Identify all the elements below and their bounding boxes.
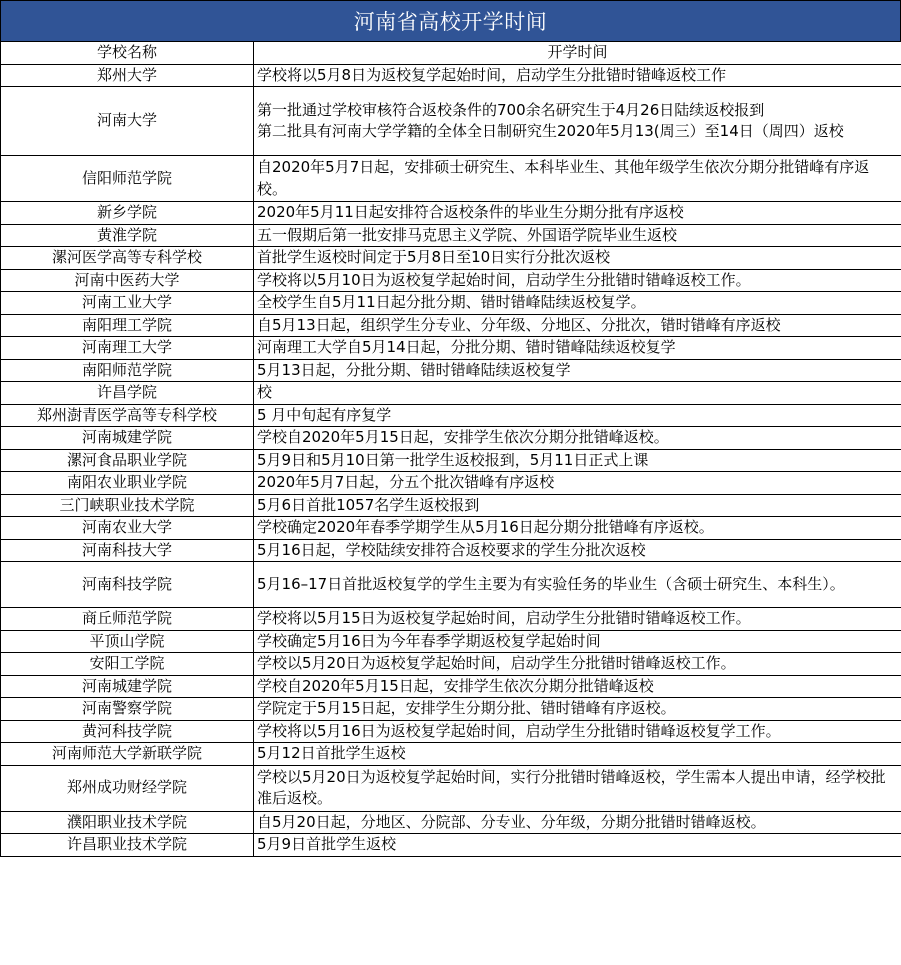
opening-time-cell: 学校自2020年5月15日起，安排学生依次分期分批错峰返校。 (254, 427, 901, 450)
opening-time-cell: 学院定于5月15日起，安排学生分期分批、错时错峰有序返校。 (254, 698, 901, 721)
school-name-cell: 河南城建学院 (1, 427, 254, 450)
school-name-cell: 信阳师范学院 (1, 156, 254, 202)
opening-time-cell: 5月16–17日首批返校复学的学生主要为有实验任务的毕业生（含硕士研究生、本科生）。 (254, 562, 901, 608)
opening-time-cell: 五一假期后第一批安排马克思主义学院、外国语学院毕业生返校 (254, 224, 901, 247)
opening-time-cell: 河南理工大学自5月14日起，分批分期、错时错峰陆续返校复学 (254, 337, 901, 360)
table-row (1, 608, 901, 631)
school-name-cell: 漯河医学高等专科学校 (1, 247, 254, 270)
table-row (1, 224, 901, 247)
school-name-cell: 安阳工学院 (1, 653, 254, 676)
table-row (1, 269, 901, 292)
opening-time-cell: 5月13日起，分批分期、错时错峰陆续返校复学 (254, 359, 901, 382)
opening-time-cell: 首批学生返校时间定于5月8日至10日实行分批次返校 (254, 247, 901, 270)
table-row (1, 517, 901, 540)
school-name-cell: 河南科技学院 (1, 562, 254, 608)
school-name-cell: 南阳师范学院 (1, 359, 254, 382)
opening-time-cell: 学校将以5月16日为返校复学起始时间，启动学生分批错时错峰返校复学工作。 (254, 720, 901, 743)
page-title: 河南省高校开学时间 (0, 0, 901, 41)
school-name-cell: 漯河食品职业学院 (1, 449, 254, 472)
opening-time-cell: 学校确定2020年春季学期学生从5月16日起分期分批错峰有序返校。 (254, 517, 901, 540)
opening-time-cell: 5月9日和5月10日第一批学生返校报到，5月11日正式上课 (254, 449, 901, 472)
school-name-cell: 河南工业大学 (1, 292, 254, 315)
school-name-cell: 郑州澍青医学高等专科学校 (1, 404, 254, 427)
table-row (1, 156, 901, 202)
table-row (1, 314, 901, 337)
school-name-cell: 商丘师范学院 (1, 608, 254, 631)
school-name-cell: 郑州成功财经学院 (1, 765, 254, 811)
school-name-cell: 河南师范大学新联学院 (1, 743, 254, 766)
school-name-cell: 河南城建学院 (1, 675, 254, 698)
table-row (1, 359, 901, 382)
opening-time-cell: 5月16日起，学校陆续安排符合返校要求的学生分批次返校 (254, 539, 901, 562)
opening-time-cell: 5月6日首批1057名学生返校报到 (254, 494, 901, 517)
school-name-cell: 三门峡职业技术学院 (1, 494, 254, 517)
opening-time-cell: 学校以5月20日为返校复学起始时间，启动学生分批错时错峰返校工作。 (254, 653, 901, 676)
table-row (1, 539, 901, 562)
school-name-cell: 河南大学 (1, 87, 254, 156)
school-name-cell: 黄河科技学院 (1, 720, 254, 743)
table-row (1, 630, 901, 653)
table-row (1, 811, 901, 834)
table-row (1, 472, 901, 495)
table-body (1, 64, 901, 856)
table-row (1, 382, 901, 405)
table-row (1, 494, 901, 517)
school-name-cell: 许昌职业技术学院 (1, 834, 254, 857)
table-row (1, 202, 901, 225)
school-name-cell: 郑州大学 (1, 64, 254, 87)
opening-time-cell: 2020年5月7日起，分五个批次错峰有序返校 (254, 472, 901, 495)
table-row (1, 292, 901, 315)
opening-time-cell: 5 月中旬起有序复学 (254, 404, 901, 427)
table-row (1, 834, 901, 857)
school-name-cell: 新乡学院 (1, 202, 254, 225)
opening-time-cell: 自5月13日起，组织学生分专业、分年级、分地区、分批次，错时错峰有序返校 (254, 314, 901, 337)
opening-time-cell: 自2020年5月7日起，安排硕士研究生、本科毕业生、其他年级学生依次分期分批错峰有序返校。 (254, 156, 901, 202)
table-row (1, 404, 901, 427)
school-name-cell: 平顶山学院 (1, 630, 254, 653)
opening-time-cell: 全校学生自5月11日起分批分期、错时错峰陆续返校复学。 (254, 292, 901, 315)
school-name-cell: 河南科技大学 (1, 539, 254, 562)
school-name-cell: 河南农业大学 (1, 517, 254, 540)
table-row (1, 427, 901, 450)
opening-time-cell: 2020年5月11日起安排符合返校条件的毕业生分期分批有序返校 (254, 202, 901, 225)
table-row (1, 562, 901, 608)
table-row (1, 765, 901, 811)
table-row (1, 743, 901, 766)
table-row (1, 87, 901, 156)
table-row (1, 675, 901, 698)
opening-time-cell: 5月9日首批学生返校 (254, 834, 901, 857)
table-row (1, 64, 901, 87)
school-name-cell: 河南警察学院 (1, 698, 254, 721)
column-header-school: 学校名称 (1, 42, 254, 65)
school-name-cell: 黄淮学院 (1, 224, 254, 247)
opening-time-cell: 自5月20日起，分地区、分院部、分专业、分年级，分期分批错时错峰返校。 (254, 811, 901, 834)
table-row (1, 698, 901, 721)
opening-time-cell: 学校确定5月16日为今年春季学期返校复学起始时间 (254, 630, 901, 653)
school-name-cell: 南阳农业职业学院 (1, 472, 254, 495)
school-name-cell: 许昌学院 (1, 382, 254, 405)
table-row (1, 720, 901, 743)
school-name-cell: 南阳理工学院 (1, 314, 254, 337)
schedule-table (0, 41, 901, 857)
opening-time-cell: 学校自2020年5月15日起，安排学生依次分期分批错峰返校 (254, 675, 901, 698)
school-name-cell: 濮阳职业技术学院 (1, 811, 254, 834)
opening-time-cell: 第一批通过学校审核符合返校条件的700余名研究生于4月26日陆续返校报到 第二批具有河南大学学籍的全体全日制研究生2020年5月13(周三）至14日（周四）返校 (254, 87, 901, 156)
opening-time-cell: 学校将以5月15日为返校复学起始时间，启动学生分批错时错峰返校工作。 (254, 608, 901, 631)
opening-time-cell: 学校以5月20日为返校复学起始时间，实行分批错时错峰返校，学生需本人提出申请，经学校批准后返校。 (254, 765, 901, 811)
column-header-time: 开学时间 (254, 42, 901, 65)
opening-time-cell: 5月12日首批学生返校 (254, 743, 901, 766)
table-row (1, 653, 901, 676)
table-row (1, 449, 901, 472)
opening-time-cell: 学校将以5月10日为返校复学起始时间，启动学生分批错时错峰返校工作。 (254, 269, 901, 292)
opening-time-cell: 校 (254, 382, 901, 405)
opening-time-cell: 学校将以5月8日为返校复学起始时间，启动学生分批错时错峰返校工作 (254, 64, 901, 87)
school-name-cell: 河南中医药大学 (1, 269, 254, 292)
table-row (1, 337, 901, 360)
school-name-cell: 河南理工大学 (1, 337, 254, 360)
table-row (1, 247, 901, 270)
table-header-row (1, 42, 901, 65)
